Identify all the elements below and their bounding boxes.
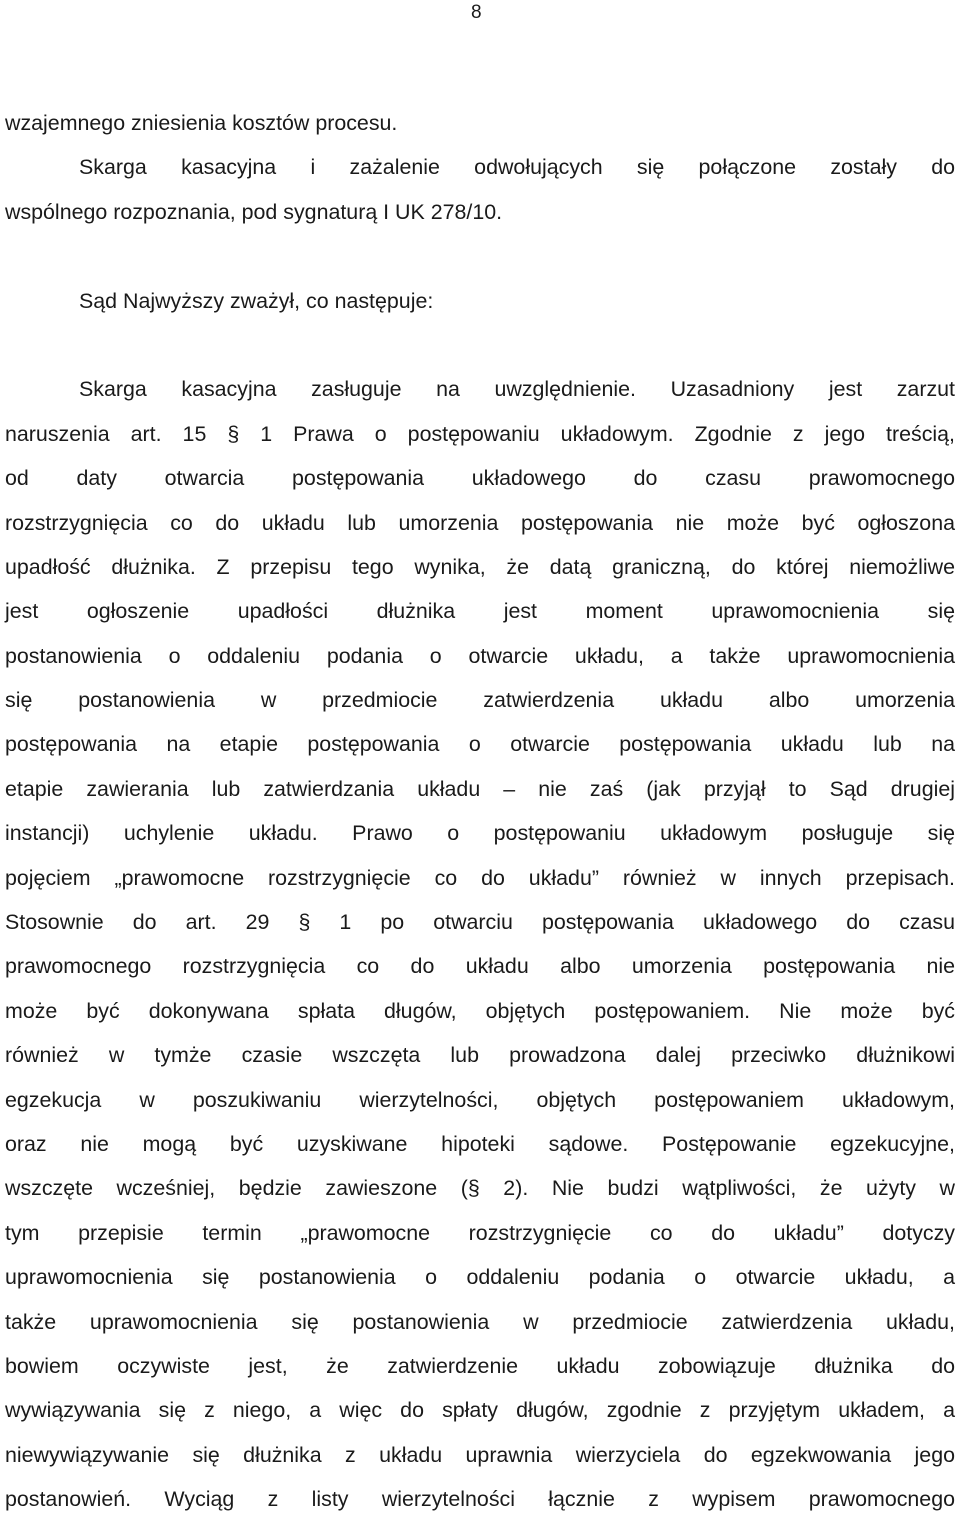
text-line: rozstrzygnięcia co do układu lub umorzenia postępowania nie może być ogłoszona (5, 510, 955, 535)
text-line: oraz nie mogą być uzyskiwane hipoteki sądowe. Postępowanie egzekucyjne, (5, 1131, 955, 1156)
text-line: od daty otwarcia postępowania układowego do czasu prawomocnego (5, 466, 955, 491)
document-body (5, 101, 955, 1522)
text-line: etapie zawierania lub zatwierdzania układu – nie zaś (jak przyjął to Sąd drugiej (5, 776, 955, 801)
page-number: 8 (471, 2, 482, 23)
text-line: tym przepisie termin „prawomocne rozstrzygnięcie co do układu” dotyczy (5, 1220, 955, 1245)
text-line: niewywiązywanie się dłużnika z układu uprawnia wierzyciela do egzekwowania jego (5, 1442, 955, 1467)
text-line: Skarga kasacyjna i zażalenie odwołujących się połączone zostały do (79, 155, 955, 180)
text-line: również w tymże czasie wszczęta lub prowadzona dalej przeciwko dłużnikowi (5, 1043, 955, 1068)
text-line: uprawomocnienia się postanowienia o oddaleniu podania o otwarcie układu, a (5, 1265, 955, 1290)
blank-line (5, 323, 955, 367)
blank-line (5, 234, 955, 278)
text-line: prawomocnego rozstrzygnięcia co do układu albo umorzenia postępowania nie (5, 954, 955, 979)
text-line: Sąd Najwyższy zważył, co następuje: (79, 288, 434, 313)
text-line: pojęciem „prawomocne rozstrzygnięcie co do układu” również w innych przepisach. (5, 865, 955, 890)
text-line: upadłość dłużnika. Z przepisu tego wynika, że datą graniczną, do której niemożliwe (5, 554, 955, 579)
text-line: także uprawomocnienia się postanowienia w przedmiocie zatwierdzenia układu, (5, 1309, 955, 1334)
text-line: postanowienia o oddaleniu podania o otwarcie układu, a także uprawomocnienia (5, 643, 955, 668)
text-line: wywiązywania się z niego, a więc do spłaty długów, zgodnie z przyjętym układem, a (5, 1398, 955, 1423)
text-line: instancji) uchylenie układu. Prawo o postępowaniu układowym posługuje się (5, 821, 955, 846)
text-line: może być dokonywana spłata długów, objętych postępowaniem. Nie może być (5, 998, 955, 1023)
text-line: Stosownie do art. 29 § 1 po otwarciu postępowania układowego do czasu (5, 910, 955, 935)
text-line: wszczęte wcześniej, będzie zawieszone (§ 2). Nie budzi wątpliwości, że użyty w (5, 1176, 955, 1201)
text-line: postępowania na etapie postępowania o otwarcie postępowania układu lub na (5, 732, 955, 757)
text-line: się postanowienia w przedmiocie zatwierdzenia układu albo umorzenia (5, 688, 955, 713)
text-line: Skarga kasacyjna zasługuje na uwzględnienie. Uzasadniony jest zarzut (79, 377, 955, 402)
text-line: jest ogłoszenie upadłości dłużnika jest moment uprawomocnienia się (5, 599, 955, 624)
text-line: wspólnego rozpoznania, pod sygnaturą I UK 278/10. (5, 199, 503, 224)
text-line: egzekucja w poszukiwaniu wierzytelności, objętych postępowaniem układowym, (5, 1087, 955, 1112)
text-line: naruszenia art. 15 § 1 Prawa o postępowaniu układowym. Zgodnie z jego treścią, (5, 421, 955, 446)
text-line: postanowień. Wyciąg z listy wierzytelności łącznie z wypisem prawomocnego (5, 1487, 955, 1512)
text-line: wzajemnego zniesienia kosztów procesu. (5, 111, 398, 135)
text-line: bowiem oczywiste jest, że zatwierdzenie układu zobowiązuje dłużnika do (5, 1353, 955, 1378)
